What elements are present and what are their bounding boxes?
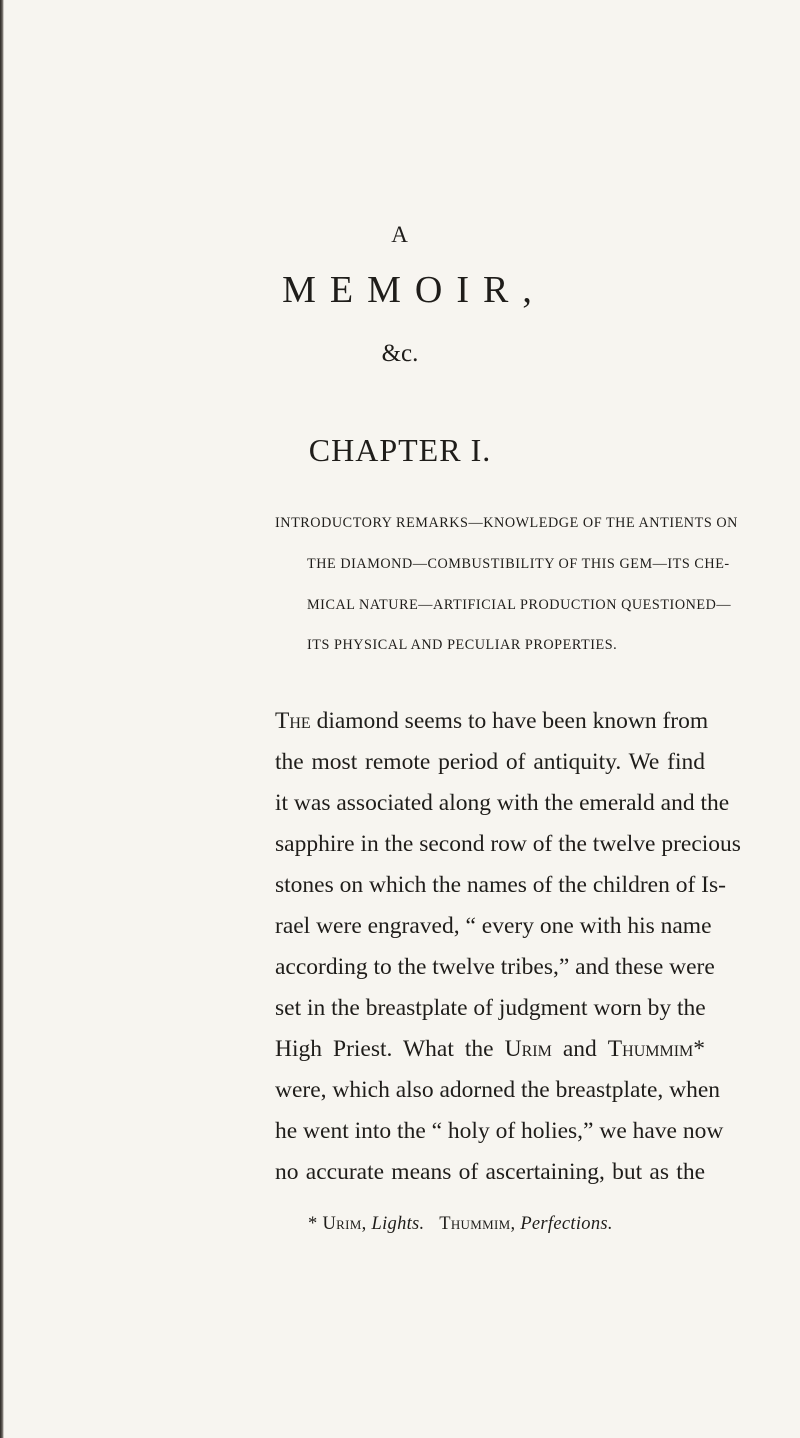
body-text-line: rael were engraved, “ every one with his name [275, 913, 712, 939]
chapter-heading: CHAPTER I. [308, 432, 492, 468]
title-etcetera: &c. [381, 340, 419, 367]
body-text-line: were, which also adorned the breastplate, when [275, 1077, 721, 1103]
body-text-line: it was associated along with the emerald and the [275, 790, 730, 816]
body-text-line: sapphire in the second row of the twelve precious [275, 831, 741, 857]
footnote-gloss: Perfections. [520, 1214, 613, 1234]
chapter-summary-line: MICAL NATURE—ARTIFICIAL PRODUCTION QUESTIONED— [307, 597, 732, 613]
body-text-line [275, 1036, 705, 1063]
chapter-summary-line: INTRODUCTORY REMARKS—KNOWLEDGE OF THE ANTIENTS ON [275, 515, 738, 531]
opening-word: The [275, 708, 311, 734]
page-title: MEMOIR, [282, 269, 546, 311]
body-text-line: the most remote period of antiquity. We find [275, 749, 705, 775]
chapter-summary-line: ITS PHYSICAL AND PECULIAR PROPERTIES. [307, 637, 618, 653]
page-binding-edge [0, 0, 4, 1438]
term-urim: Urim [504, 1036, 552, 1062]
footnote-term: Thummim, [439, 1214, 516, 1234]
body-text-line: set in the breastplate of judgment worn by the [275, 995, 706, 1021]
body-text-fragment: and [562, 1036, 597, 1062]
footnote-term: Urim, [322, 1214, 367, 1234]
footnote-gloss: Lights. [371, 1214, 425, 1234]
body-text-fragment: High Priest. What the [275, 1036, 494, 1062]
chapter-summary-line: THE DIAMOND—COMBUSTIBILITY OF THIS GEM—ITS CHE- [307, 556, 730, 572]
body-text-line: stones on which the names of the children of Is- [275, 872, 726, 898]
body-text-line [275, 708, 709, 735]
footnote-marker: * [308, 1214, 318, 1234]
body-text-line: he went into the “ holy of holies,” we have now [275, 1118, 724, 1144]
title-kicker: A [391, 222, 409, 247]
term-thummim: Thummim* [607, 1036, 706, 1062]
footnote [308, 1214, 613, 1235]
body-text-fragment: diamond seems to have been known from [316, 708, 709, 734]
body-text-line: according to the twelve tribes,” and these were [275, 954, 715, 980]
body-text-line: no accurate means of ascertaining, but as the [275, 1159, 705, 1185]
